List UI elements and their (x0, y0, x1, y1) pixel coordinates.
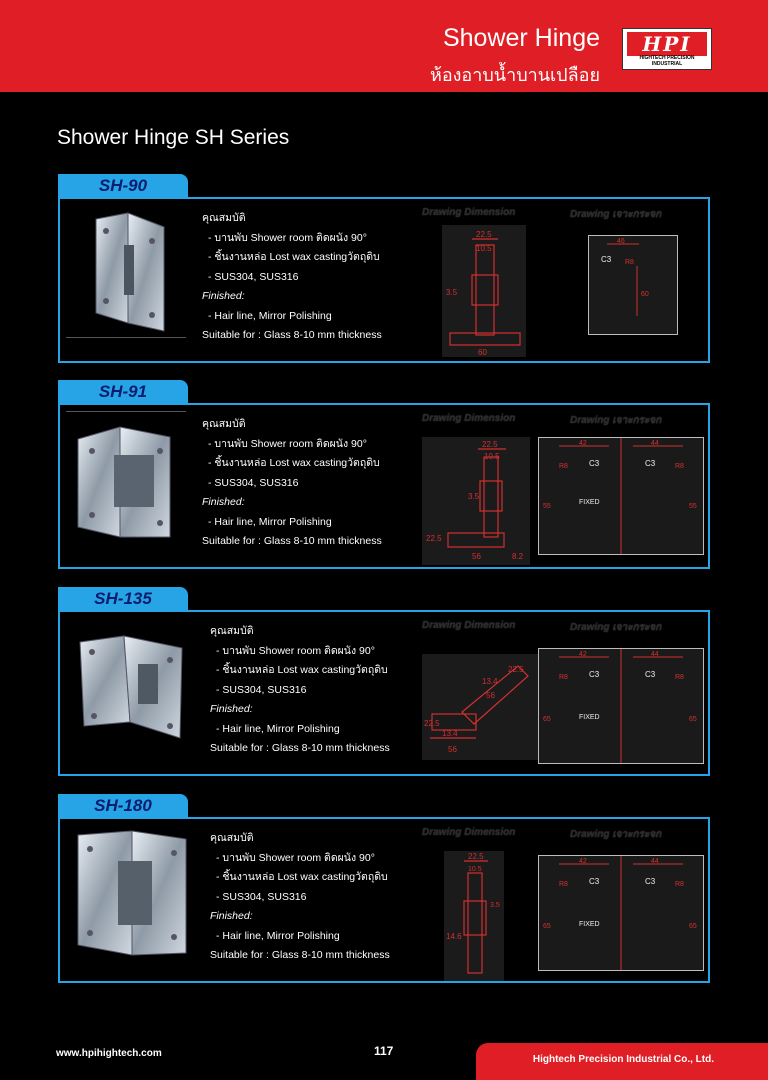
logo-mark: HPI (627, 32, 707, 56)
dim-label: 14.6 (446, 932, 462, 941)
spec-line-casting: - ชิ้นงานหล่อ Lost wax castingวัตถุดิบ (216, 871, 388, 883)
spec-line-finish: - Hair line, Mirror Polishing (216, 929, 340, 942)
spec-line-casting: - ชิ้นงานหล่อ Lost wax castingวัตถุดิบ (216, 664, 388, 676)
dim-label: 22.5 (482, 440, 498, 449)
header-subtitle: ห้องอาบน้ำบานเปลือย (429, 65, 600, 85)
dimension-drawing-sh-90 (442, 225, 526, 357)
spec-line-mount: - บานพับ Shower room ติดผนัง 90° (216, 644, 375, 657)
cut-label: R8 (559, 674, 568, 681)
cut-label: 42 (579, 651, 587, 658)
spec-line-casting: - ชิ้นงานหล่อ Lost wax castingวัตถุดิบ (208, 457, 380, 469)
specs-block-sh-90 (202, 209, 422, 346)
cut-label: R8 (675, 881, 684, 888)
cut-label: 44 (651, 440, 659, 447)
model-tab-sh-91: SH-91 (58, 380, 188, 404)
specs-heading: คุณสมบัติ (210, 625, 254, 637)
dim-label: 22.5 (468, 852, 484, 861)
drawing-cutout-label: Drawing เจาะกระจก (570, 415, 662, 426)
drawing-dimension-label: Drawing Dimension (422, 827, 516, 838)
product-panel-sh-180 (58, 817, 710, 983)
specs-heading: คุณสมบัติ (202, 418, 246, 430)
dim-label: 3.5 (468, 492, 480, 501)
drawing-cutout-label: Drawing เจาะกระจก (570, 209, 662, 220)
finished-label: Finished: (202, 496, 245, 508)
photo-rule (66, 337, 186, 338)
hinge-photo-sh-180 (74, 825, 194, 957)
drawing-cutout-label: Drawing เจาะกระจก (570, 622, 662, 633)
spec-line-material: - SUS304, SUS316 (216, 890, 307, 903)
product-panel-sh-135 (58, 610, 710, 776)
cut-label: FIXED (579, 921, 600, 928)
dim-label: 13.4 (442, 729, 458, 738)
footer-company: Hightech Precision Industrial Co., Ltd. (532, 1054, 714, 1065)
specs-block-sh-135 (210, 622, 430, 759)
specs-heading: คุณสมบัติ (210, 832, 254, 844)
cut-label: C3 (645, 459, 656, 468)
cut-label: 44 (651, 858, 659, 865)
spec-line-suitable: Suitable for : Glass 8-10 mm thickness (210, 742, 390, 754)
spec-line-mount: - บานพับ Shower room ติดผนัง 90° (208, 231, 367, 244)
header-banner (0, 0, 768, 92)
specs-heading: คุณสมบัติ (202, 212, 246, 224)
dim-label: 3.5 (446, 288, 458, 297)
cut-label: 55 (543, 503, 551, 510)
hinge-photo-sh-91 (66, 411, 186, 543)
dim-label: 22.5 (476, 230, 492, 239)
drawing-dimension-label: Drawing Dimension (422, 413, 516, 424)
dim-label: 10.5 (476, 244, 492, 253)
cut-label: 42 (579, 440, 587, 447)
spec-line-casting: - ชิ้นงานหล่อ Lost wax castingวัตถุดิบ (208, 251, 380, 263)
drawing-cutout-label: Drawing เจาะกระจก (570, 829, 662, 840)
dim-label: 56 (448, 745, 457, 754)
cut-label: R8 (675, 674, 684, 681)
cut-label: 65 (543, 716, 551, 723)
specs-block-sh-91 (202, 415, 422, 552)
dim-label: 13.4 (482, 677, 498, 686)
cut-label: 44 (651, 651, 659, 658)
product-panel-sh-90 (58, 197, 710, 363)
cutout-drawing-sh-90 (588, 235, 678, 335)
cut-label: 46 (617, 238, 625, 245)
cut-label: FIXED (579, 499, 600, 506)
cut-label: R8 (675, 463, 684, 470)
hpi-logo (622, 28, 712, 70)
model-tab-sh-135: SH-135 (58, 587, 188, 611)
spec-line-mount: - บานพับ Shower room ติดผนัง 90° (216, 851, 375, 864)
spec-line-material: - SUS304, SUS316 (216, 683, 307, 696)
cut-label: 65 (689, 716, 697, 723)
dim-label: 22.5 (508, 665, 524, 674)
dim-label: 56 (486, 691, 495, 700)
cut-label: C3 (589, 670, 600, 679)
spec-line-finish: - Hair line, Mirror Polishing (216, 722, 340, 735)
drawing-dimension-label: Drawing Dimension (422, 620, 516, 631)
page-title: Shower Hinge SH Series (57, 126, 290, 149)
spec-line-mount: - บานพับ Shower room ติดผนัง 90° (208, 437, 367, 450)
dimension-drawing-sh-180 (444, 851, 504, 981)
spec-line-suitable: Suitable for : Glass 8-10 mm thickness (210, 949, 390, 961)
spec-line-finish: - Hair line, Mirror Polishing (208, 309, 332, 322)
cut-label: R8 (559, 881, 568, 888)
cut-label: FIXED (579, 714, 600, 721)
cut-label: C3 (645, 670, 656, 679)
cut-label: 65 (543, 923, 551, 930)
cut-label: C3 (589, 459, 600, 468)
product-panel-sh-91 (58, 403, 710, 569)
cut-label: R8 (625, 259, 634, 266)
dim-label: 10.5 (484, 452, 500, 461)
dim-label: 60 (478, 348, 487, 357)
cut-label: R8 (559, 463, 568, 470)
dimension-drawing-sh-135 (422, 654, 538, 760)
page-number: 117 (374, 1044, 394, 1058)
finished-label: Finished: (210, 910, 253, 922)
footer-url[interactable]: www.hpihightech.com (56, 1048, 162, 1059)
specs-block-sh-180 (210, 829, 430, 966)
dim-label: 3.5 (490, 902, 500, 909)
cut-label: 55 (689, 503, 697, 510)
cut-label: C3 (589, 877, 600, 886)
dim-label: 8.2 (512, 552, 524, 561)
cut-label: C3 (601, 255, 612, 264)
dimension-drawing-sh-91 (422, 437, 530, 565)
dim-label: 22.5 (424, 719, 440, 728)
spec-line-suitable: Suitable for : Glass 8-10 mm thickness (202, 329, 382, 341)
spec-line-suitable: Suitable for : Glass 8-10 mm thickness (202, 535, 382, 547)
cut-label: 65 (689, 923, 697, 930)
cutout-drawing-sh-135 (538, 648, 704, 764)
logo-text: HIGHTECH PRECISION INDUSTRIAL (639, 55, 695, 67)
spec-line-finish: - Hair line, Mirror Polishing (208, 515, 332, 528)
hinge-photo-sh-90 (66, 205, 186, 337)
model-tab-sh-90: SH-90 (58, 174, 188, 198)
header-title: Shower Hinge (442, 24, 600, 52)
dim-label: 56 (472, 552, 481, 561)
model-tab-sh-180: SH-180 (58, 794, 188, 818)
finished-label: Finished: (202, 290, 245, 302)
cut-label: 42 (579, 858, 587, 865)
spec-line-material: - SUS304, SUS316 (208, 476, 299, 489)
cutout-drawing-sh-180 (538, 855, 704, 971)
finished-label: Finished: (210, 703, 253, 715)
photo-rule (66, 411, 186, 412)
drawing-dimension-label: Drawing Dimension (422, 207, 516, 218)
cut-label: 60 (641, 291, 649, 298)
cutout-drawing-sh-91 (538, 437, 704, 555)
hinge-photo-sh-135 (74, 618, 194, 750)
cut-label: C3 (645, 877, 656, 886)
dim-label: 22.5 (426, 534, 442, 543)
dim-label: 10.5 (468, 866, 482, 873)
spec-line-material: - SUS304, SUS316 (208, 270, 299, 283)
